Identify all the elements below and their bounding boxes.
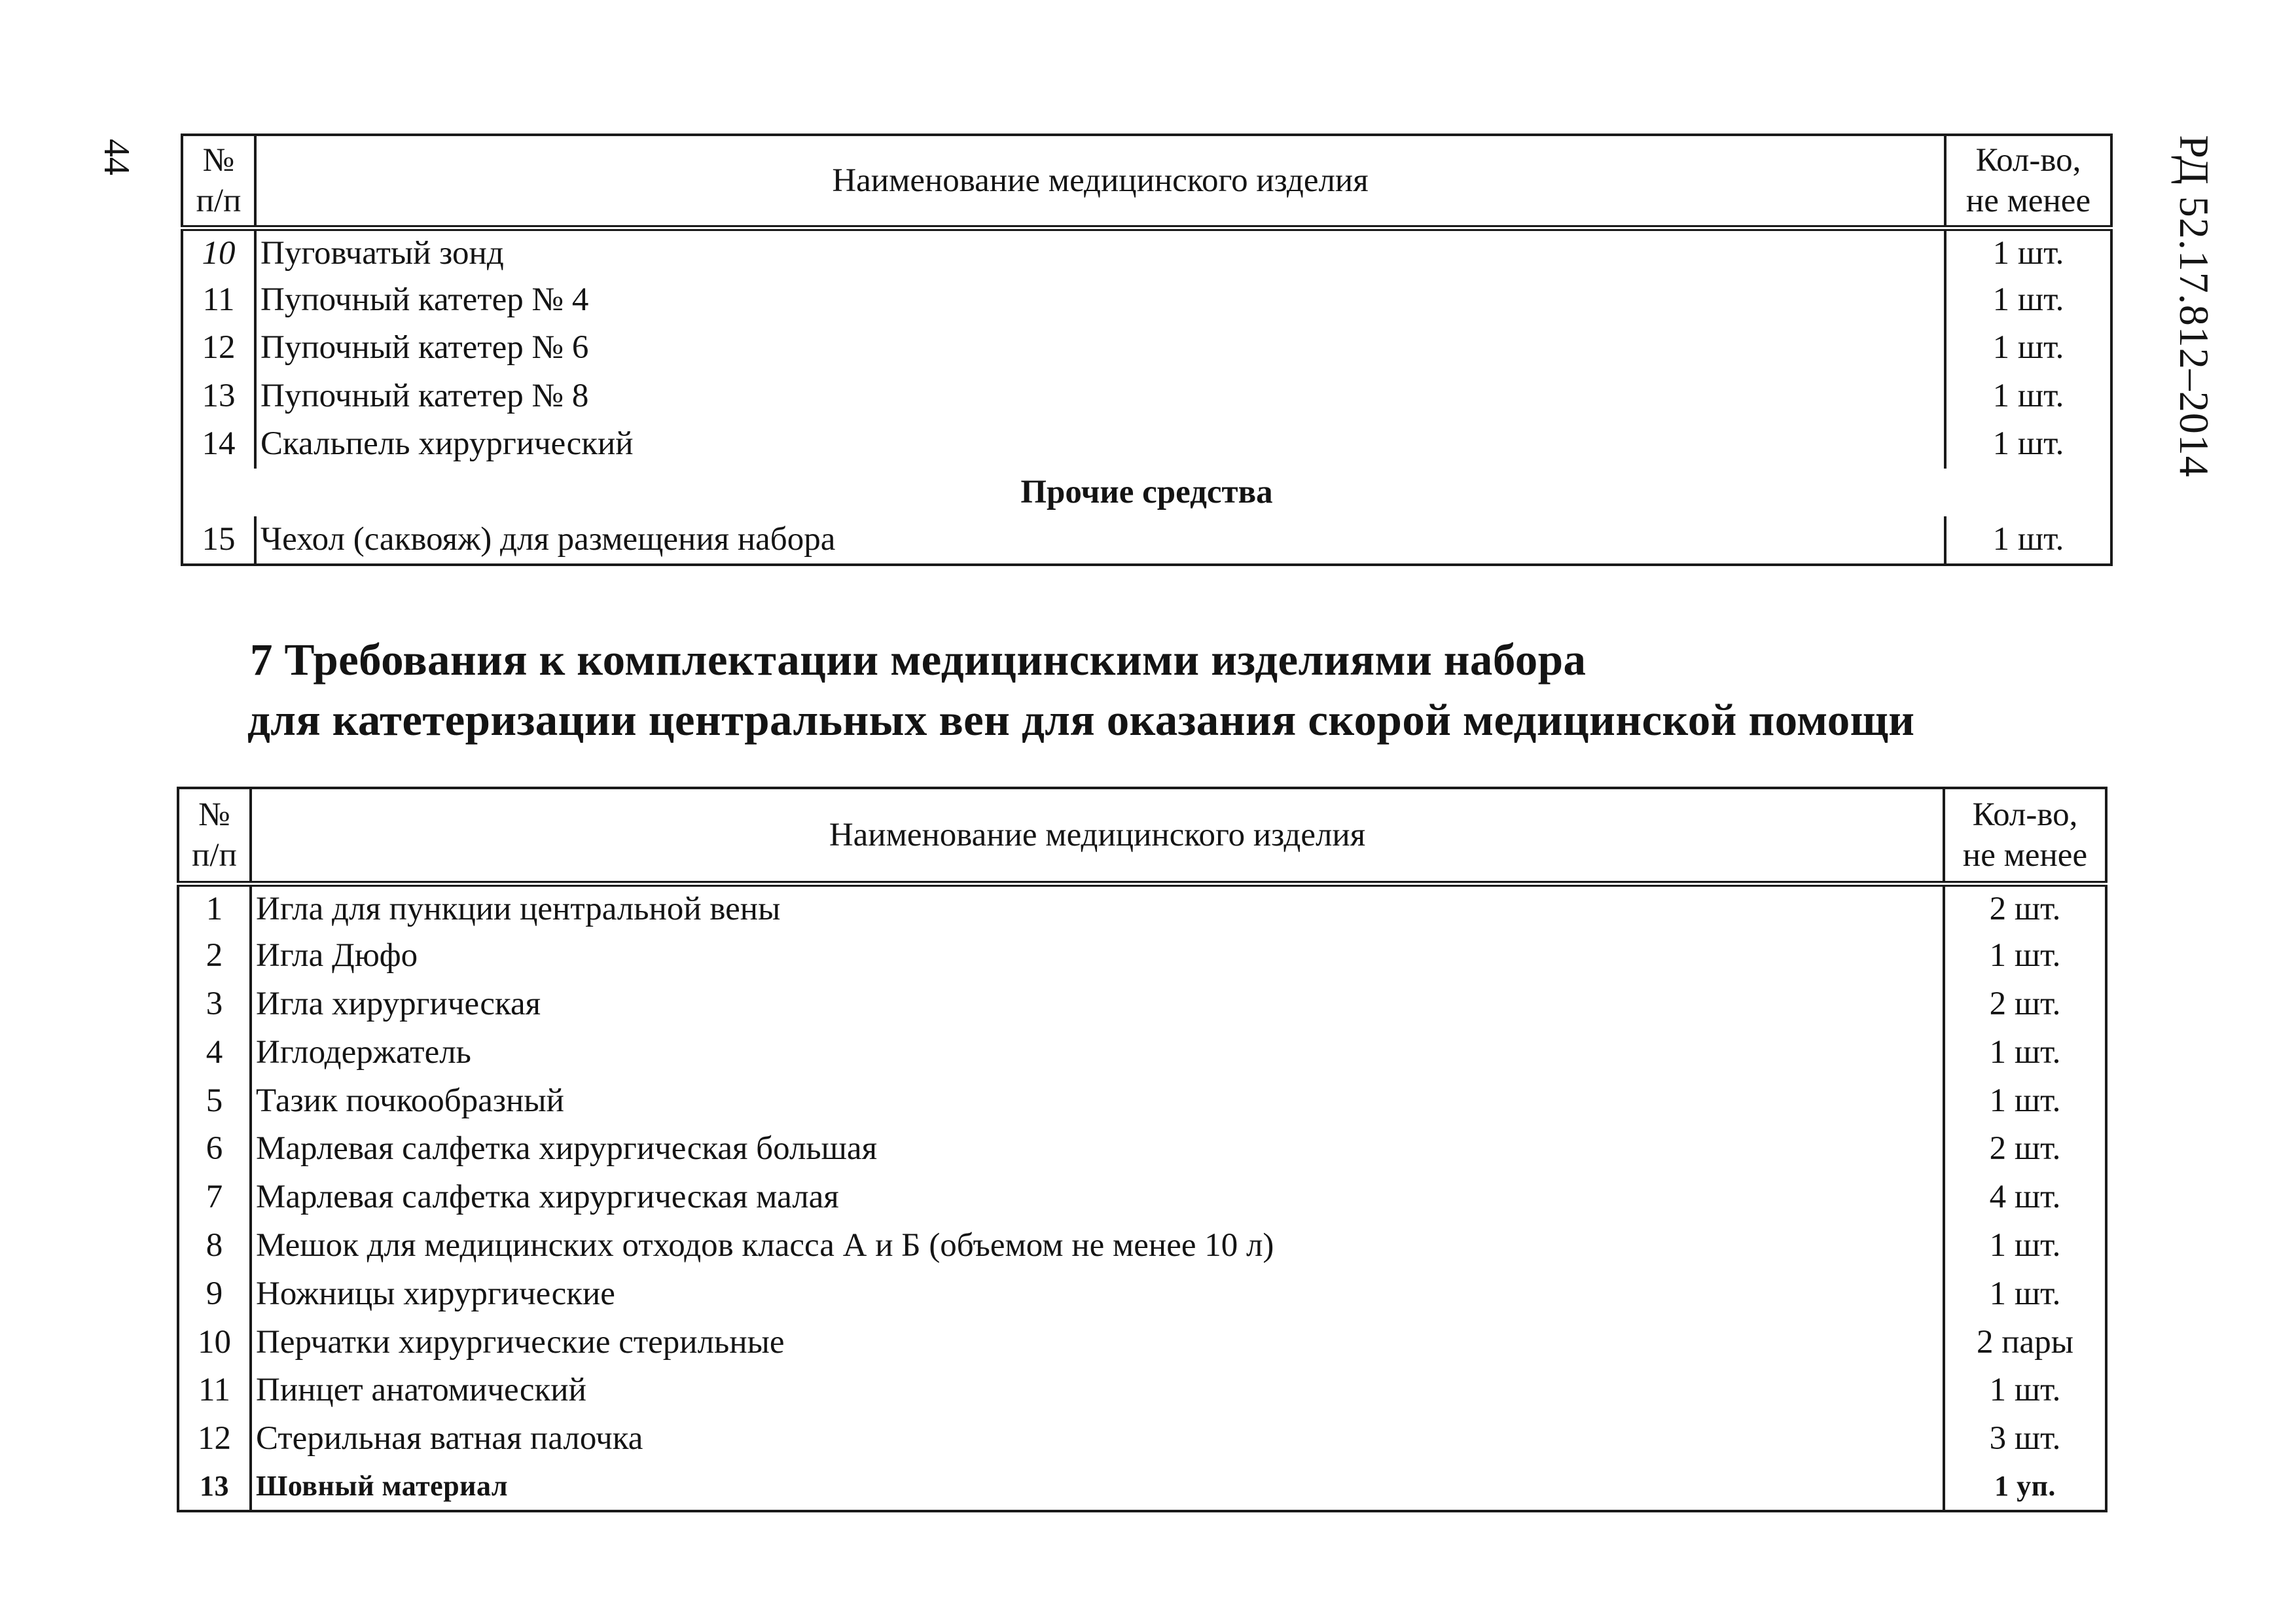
row-quantity: 2 пары [1977,1323,2073,1361]
row-quantity: 1 шт. [1992,425,2064,463]
row-number: 9 [178,1270,251,1318]
row-number: 7 [178,1173,251,1222]
table-row [178,1125,2106,1173]
table-row [178,883,2106,932]
table-row [182,516,2111,565]
table-row [178,1028,2106,1077]
row-number: 1 [178,883,251,932]
row-name: Тазик почкообразный [251,1077,1944,1125]
row-number: 15 [182,516,255,565]
row-name: Пупочный катетер № 6 [255,324,1945,372]
row-name: Игла Дюфо [251,932,1944,980]
document-code: РД 52.17.812–2014 [2171,135,2217,478]
table-row [182,228,2111,276]
table-row [182,324,2111,372]
table-row [178,1318,2106,1366]
header-name: Наименование медицинского изделия [251,788,1944,883]
table-row [178,1077,2106,1125]
row-name: Пуговчатый зонд [255,228,1945,276]
row-quantity: 1 шт. [1992,234,2064,272]
row-name: Марлевая салфетка хирургическая малая [251,1173,1944,1222]
row-quantity: 2 шт. [1989,985,2061,1022]
row-number: 2 [178,932,251,980]
section-heading-line-1: 7 Требования к комплектации медицинскими изделиями набора [250,635,1587,685]
group-row [182,469,2111,517]
table-row [178,980,2106,1029]
table-header-row [178,788,2106,883]
table-row [178,1366,2106,1415]
row-name: Перчатки хирургические стерильные [251,1318,1944,1366]
row-number: 10 [182,228,255,276]
row-quantity: 1 шт. [1989,937,2061,974]
row-name: Пупочный катетер № 8 [255,372,1945,421]
header-name: Наименование медицинского изделия [255,135,1945,228]
section-7-heading [247,630,2109,750]
table-row [182,276,2111,325]
row-number: 4 [178,1028,251,1077]
table-row [182,372,2111,421]
table-row [178,1270,2106,1318]
table-row [178,932,2106,980]
row-name: Чехол (саквояж) для размещения набора [255,516,1945,565]
row-quantity: 1 шт. [1989,1275,2061,1312]
equipment-table-continued [181,134,2113,566]
header-number: № п/п [178,788,251,883]
row-quantity: 1 шт. [1992,521,2064,558]
row-quantity: 1 уп. [1994,1470,2056,1503]
row-number: 11 [178,1366,251,1415]
row-number: 13 [182,372,255,421]
table-header-row [182,135,2111,228]
row-name: Игла хирургическая [251,980,1944,1029]
row-quantity: 3 шт. [1989,1420,2061,1457]
table-row [178,1222,2106,1270]
table-row [178,1415,2106,1463]
row-name: Мешок для медицинских отходов класса А и Б (объемом не менее 10 л) [251,1222,1944,1270]
row-name: Иглодержатель [251,1028,1944,1077]
row-quantity: 1 шт. [1992,377,2064,414]
row-quantity: 2 шт. [1989,890,2061,927]
row-number: 14 [182,420,255,469]
row-name: Шовный материал [251,1463,1944,1512]
row-quantity: 1 шт. [1992,281,2064,318]
row-quantity: 4 шт. [1989,1179,2061,1216]
row-quantity: 2 шт. [1989,1130,2061,1168]
row-quantity: 1 шт. [1989,1372,2061,1409]
row-name: Пинцет анатомический [251,1366,1944,1415]
section-heading-line-2: для катетеризации центральных вен для оказания скорой медицинской помощи [247,695,1915,745]
row-name: Пупочный катетер № 4 [255,276,1945,325]
row-number: 13 [178,1463,251,1512]
row-number: 10 [178,1318,251,1366]
header-number: № п/п [182,135,255,228]
header-quantity: Кол-во, не менее [1945,135,2111,228]
table-row [182,420,2111,469]
table-row [178,1463,2106,1512]
row-number: 12 [182,324,255,372]
row-number: 6 [178,1125,251,1173]
catheterization-kit-table [177,787,2108,1512]
row-quantity: 1 шт. [1989,1226,2061,1264]
header-quantity: Кол-во, не менее [1944,788,2106,883]
row-number: 5 [178,1077,251,1125]
row-number: 8 [178,1222,251,1270]
table-row [178,1173,2106,1222]
row-quantity: 1 шт. [1992,329,2064,366]
row-name: Ножницы хирургические [251,1270,1944,1318]
row-quantity: 1 шт. [1989,1082,2061,1119]
row-number: 12 [178,1415,251,1463]
row-name: Скальпель хирургический [255,420,1945,469]
row-name: Стерильная ватная палочка [251,1415,1944,1463]
group-label: Прочие средства [1020,473,1273,510]
page-number: 44 [96,139,137,175]
row-number: 11 [182,276,255,325]
row-quantity: 1 шт. [1989,1033,2061,1071]
row-name: Марлевая салфетка хирургическая большая [251,1125,1944,1173]
row-name: Игла для пункции центральной вены [251,883,1944,932]
row-number: 3 [178,980,251,1029]
